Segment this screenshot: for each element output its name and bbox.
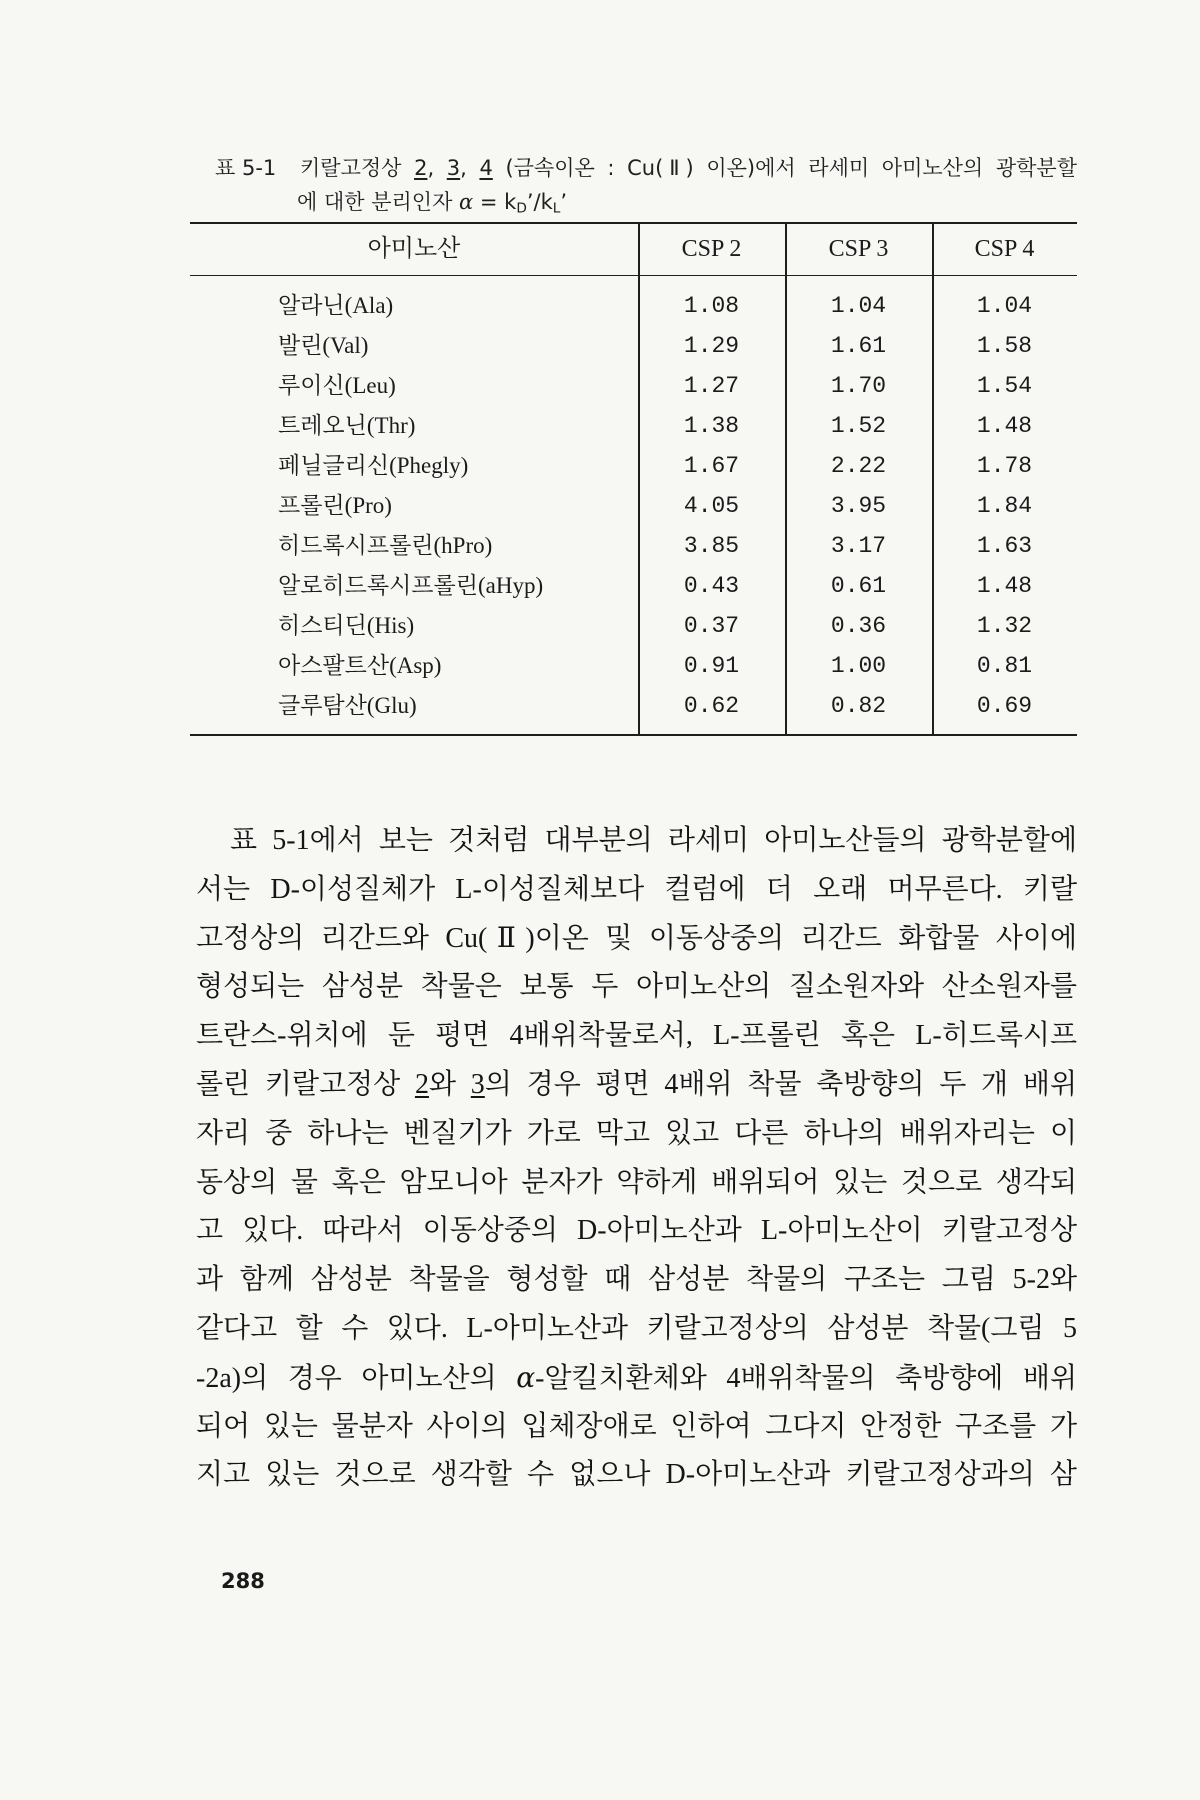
table-caption-number: 표 5-1 [215, 156, 277, 180]
paragraph-line [196, 1305, 1077, 1354]
header-csp3: CSP 3 [828, 236, 889, 262]
csp3-value: 0.36 [830, 613, 887, 639]
csp3-value: 0.61 [830, 573, 887, 599]
csp2-value: 1.38 [683, 413, 740, 439]
table-row [190, 486, 1077, 526]
table-row [190, 286, 1077, 326]
caption-text: 키랄고정상 [300, 156, 415, 180]
csp2-value: 1.67 [683, 453, 740, 479]
csp2-value: 1.29 [683, 333, 740, 359]
alpha-symbol: α [516, 1360, 536, 1394]
compound-number: 2 [414, 156, 428, 180]
amino-acid-name: 페닐글리신(Phegly) [278, 453, 469, 478]
body-paragraph [196, 817, 1077, 1500]
separation-factor-table [190, 222, 1077, 736]
subscript-l: L [552, 200, 561, 217]
amino-acid-name: 프롤린(Pro) [278, 493, 392, 518]
amino-acid-name: 알라닌(Ala) [278, 293, 394, 318]
table-body [190, 276, 1077, 726]
paragraph-text: 같다고 할 수 있다. L-아미노산과 키랄고정상의 삼성분 착물(그림 5 [196, 1312, 1077, 1344]
amino-acid-name: 발린(Val) [278, 333, 369, 358]
paragraph-text: 표 5-1에서 보는 것처럼 대부분의 라세미 아미노산들의 광학분할에 [230, 825, 1077, 856]
amino-acid-name: 히드록시프롤린(hPro) [278, 533, 493, 558]
csp3-value: 2.22 [830, 453, 887, 479]
csp2-value: 1.08 [683, 293, 740, 319]
paragraph-line [196, 1159, 1077, 1208]
header-amino-acid: 아미노산 [367, 236, 461, 262]
caption-text: , [460, 156, 480, 180]
column-divider [638, 224, 640, 734]
table-caption-line-2 [297, 189, 567, 221]
subscript-d: D [516, 200, 527, 217]
paragraph-text: 형성되는 삼성분 착물은 보통 두 아미노산의 질소원자와 산소원자를 [196, 971, 1077, 1003]
amino-acid-name: 글루탐산(Glu) [278, 693, 417, 718]
caption-text: ’/k [526, 190, 553, 214]
csp4-value: 1.54 [976, 373, 1033, 399]
paragraph-text: 롤린 키랄고정상 [196, 1068, 415, 1100]
table-row [190, 566, 1077, 606]
csp4-value: 0.69 [976, 693, 1033, 719]
table-caption-line-1 [300, 155, 1077, 181]
paragraph-text: -2a)의 경우 아미노산의 [196, 1362, 517, 1394]
table-row [190, 526, 1077, 566]
table-row [190, 446, 1077, 486]
csp4-value: 1.48 [976, 413, 1033, 439]
csp4-value: 1.04 [976, 293, 1033, 319]
table-row [190, 326, 1077, 366]
csp3-value: 3.17 [830, 533, 887, 559]
caption-text: ’ [560, 190, 568, 214]
table-row [190, 406, 1077, 446]
compound-number: 2 [414, 1068, 429, 1100]
table-header-row [190, 224, 1077, 276]
csp3-value: 1.70 [830, 373, 887, 399]
paragraph-line [196, 1061, 1077, 1110]
compound-number: 4 [479, 156, 493, 180]
amino-acid-name: 트레오닌(Thr) [278, 413, 416, 438]
paragraph-line [196, 1207, 1077, 1256]
table-row [190, 366, 1077, 406]
paragraph-line [196, 1110, 1077, 1159]
paragraph-text: 과 함께 삼성분 착물을 형성할 때 삼성분 착물의 구조는 그림 5-2와 [196, 1264, 1077, 1296]
csp4-value: 1.84 [976, 493, 1033, 519]
caption-text: 에 대한 분리인자 [297, 190, 460, 214]
csp2-value: 1.27 [683, 373, 740, 399]
amino-acid-name: 알로히드록시프롤린(aHyp) [278, 573, 544, 598]
paragraph-line [196, 1451, 1077, 1500]
paragraph-text: -알킬치환체와 4배위착물의 축방향에 배위 [535, 1362, 1077, 1394]
caption-text: = k [473, 190, 517, 214]
page-number: 288 [221, 1569, 265, 1593]
caption-text: , [427, 156, 447, 180]
csp2-value: 0.62 [683, 693, 740, 719]
csp3-value: 1.04 [830, 293, 887, 319]
csp2-value: 0.91 [683, 653, 740, 679]
csp3-value: 3.95 [830, 493, 887, 519]
amino-acid-name: 루이신(Leu) [278, 373, 396, 398]
csp2-value: 4.05 [683, 493, 740, 519]
amino-acid-name: 히스티딘(His) [278, 613, 415, 638]
csp3-value: 0.82 [830, 693, 887, 719]
paragraph-line [196, 1256, 1077, 1305]
paragraph-line [196, 915, 1077, 964]
caption-text: (금속이온 : Cu(Ⅱ) 이온)에서 라세미 아미노산의 광학분할 [492, 156, 1077, 180]
column-divider [932, 224, 934, 734]
paragraph-text: 고 있다. 따라서 이동상중의 D-아미노산과 L-아미노산이 키랄고정상 [196, 1215, 1077, 1247]
csp2-value: 0.43 [683, 573, 740, 599]
paragraph-text: 트란스-위치에 둔 평면 4배위착물로서, L-프롤린 혹은 L-히드록시프 [196, 1020, 1077, 1052]
csp3-value: 1.61 [830, 333, 887, 359]
alpha-symbol: α [459, 190, 474, 214]
amino-acid-name: 아스팔트산(Asp) [278, 653, 442, 678]
header-csp2: CSP 2 [681, 236, 742, 262]
header-csp4: CSP 4 [974, 236, 1035, 262]
table-row [190, 646, 1077, 686]
csp4-value: 0.81 [976, 653, 1033, 679]
paragraph-line [196, 1354, 1077, 1403]
paragraph-line [196, 963, 1077, 1012]
csp2-value: 0.37 [683, 613, 740, 639]
paragraph-text: 의 경우 평면 4배위 착물 축방향의 두 개 배위 [484, 1068, 1077, 1100]
csp2-value: 3.85 [683, 533, 740, 559]
csp3-value: 1.52 [830, 413, 887, 439]
paragraph-text: 동상의 물 혹은 암모니아 분자가 약하게 배위되어 있는 것으로 생각되 [196, 1166, 1077, 1198]
paragraph-line [196, 1403, 1077, 1452]
paragraph-text: 되어 있는 물분자 사이의 입체장애로 인하여 그다지 안정한 구조를 가 [196, 1410, 1077, 1442]
paragraph-line [196, 1012, 1077, 1061]
csp4-value: 1.58 [976, 333, 1033, 359]
compound-number: 3 [446, 156, 461, 180]
csp4-value: 1.78 [976, 453, 1033, 479]
paragraph-text: 와 [428, 1068, 471, 1100]
paragraph-text: 지고 있는 것으로 생각할 수 없으나 D-아미노산과 키랄고정상과의 삼 [196, 1459, 1077, 1491]
csp4-value: 1.32 [976, 613, 1033, 639]
csp3-value: 1.00 [830, 653, 887, 679]
compound-number: 3 [470, 1068, 485, 1100]
paragraph-text: 고정상의 리간드와 Cu(Ⅱ)이온 및 이동상중의 리간드 화합물 사이에 [196, 922, 1077, 954]
csp4-value: 1.48 [976, 573, 1033, 599]
paragraph-line [196, 866, 1077, 915]
paragraph-line [196, 817, 1077, 866]
column-divider [785, 224, 787, 734]
table-row [190, 686, 1077, 726]
table-row [190, 606, 1077, 646]
paragraph-text: 자리 중 하나는 벤질기가 가로 막고 있고 다른 하나의 배위자리는 이 [196, 1117, 1077, 1149]
paragraph-text: 서는 D-이성질체가 L-이성질체보다 컬럼에 더 오래 머무른다. 키랄 [196, 873, 1077, 905]
csp4-value: 1.63 [976, 533, 1033, 559]
